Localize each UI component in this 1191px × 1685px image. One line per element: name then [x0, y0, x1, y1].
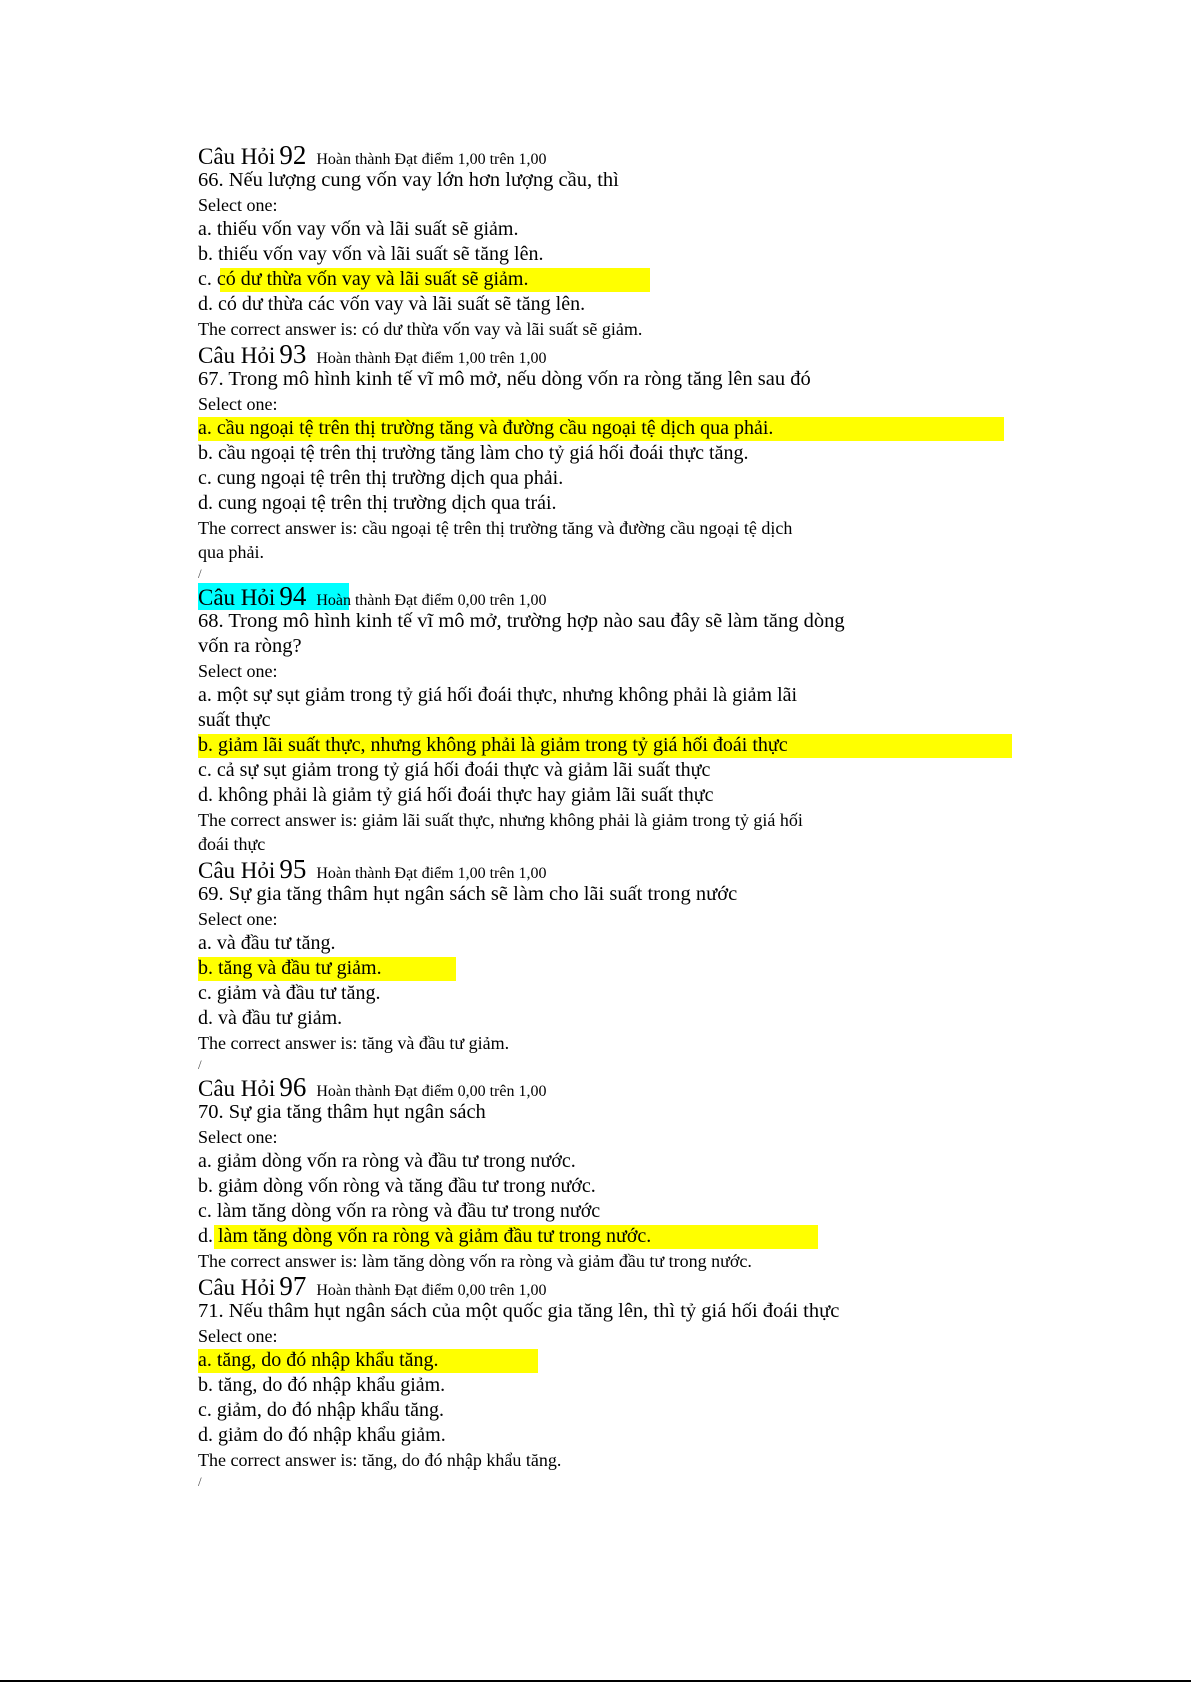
question-label: Câu Hỏi: [198, 144, 276, 169]
select-one-label: Select one:: [198, 394, 278, 414]
question-label: Câu Hỏi: [198, 343, 276, 368]
question-block: [198, 142, 1098, 341]
option-d: d. và đầu tư giảm.: [198, 1007, 343, 1029]
question-number: 93: [279, 339, 307, 369]
option-b: b. giảm lãi suất thực, nhưng không phải là giảm trong tỷ giá hối đoái thực: [198, 733, 1098, 758]
option-d: d. giảm do đó nhập khẩu giảm.: [198, 1424, 446, 1446]
page-bottom-rule: [0, 1680, 1191, 1682]
question-header: [198, 1074, 1098, 1100]
correct-answer: The correct answer is: giảm lãi suất thực, nhưng không phải là giảm trong tỷ giá hối: [198, 810, 803, 830]
question-number: 96: [279, 1072, 307, 1102]
separator-slash: /: [198, 1474, 202, 1489]
question-header: [198, 1273, 1098, 1299]
correct-answer: The correct answer is: có dư thừa vốn vay và lãi suất sẽ giảm.: [198, 319, 643, 339]
question-block: [198, 341, 1098, 583]
question-block: [198, 856, 1098, 1074]
correct-answer-continued: đoái thực: [198, 834, 266, 854]
question-number: 97: [279, 1271, 307, 1301]
select-one-label: Select one:: [198, 661, 278, 681]
question-status: Hoàn thành Đạt điểm 0,00 trên 1,00: [316, 1083, 547, 1100]
option-d: d. cung ngoại tệ trên thị trường dịch qua trái.: [198, 492, 557, 514]
question-number: 95: [279, 854, 307, 884]
question-text: 69. Sự gia tăng thâm hụt ngân sách sẽ làm cho lãi suất trong nước: [198, 883, 738, 905]
option-c: c. cả sự sụt giảm trong tỷ giá hối đoái thực và giảm lãi suất thực: [198, 759, 711, 781]
question-label: Câu Hỏi: [198, 1076, 276, 1101]
separator-slash: /: [198, 566, 202, 581]
question-text: 68. Trong mô hình kinh tế vĩ mô mở, trường hợp nào sau đây sẽ làm tăng dòng: [198, 610, 845, 632]
select-one-label: Select one:: [198, 195, 278, 215]
option-b: b. giảm dòng vốn ròng và tăng đầu tư trong nước.: [198, 1175, 596, 1197]
question-block: [198, 1074, 1098, 1273]
option-d: d. làm tăng dòng vốn ra ròng và giảm đầu tư trong nước.: [198, 1224, 1098, 1249]
question-text-continued: vốn ra ròng?: [198, 635, 302, 657]
select-one-label: Select one:: [198, 909, 278, 929]
question-text: 71. Nếu thâm hụt ngân sách của một quốc gia tăng lên, thì tỷ giá hối đoái thực: [198, 1300, 840, 1322]
option-b: b. cầu ngoại tệ trên thị trường tăng làm cho tỷ giá hối đoái thực tăng.: [198, 442, 749, 464]
option-a-continued: suất thực: [198, 709, 271, 731]
question-status: Hoàn thành Đạt điểm 1,00 trên 1,00: [316, 865, 547, 882]
option-b: b. tăng và đầu tư giảm.: [198, 956, 1098, 981]
question-number: 92: [279, 140, 307, 170]
option-d: d. không phải là giảm tỷ giá hối đoái thực hay giảm lãi suất thực: [198, 784, 714, 806]
question-status: Hoàn thành Đạt điểm 0,00 trên 1,00: [316, 592, 547, 609]
option-a: a. một sự sụt giảm trong tỷ giá hối đoái thực, nhưng không phải là giảm lãi: [198, 684, 798, 706]
correct-answer: The correct answer is: tăng và đầu tư giảm.: [198, 1033, 510, 1053]
option-a: a. cầu ngoại tệ trên thị trường tăng và đường cầu ngoại tệ dịch qua phải.: [198, 416, 1098, 441]
option-a: a. và đầu tư tăng.: [198, 932, 336, 954]
question-header: [198, 341, 1098, 367]
option-c: c. cung ngoại tệ trên thị trường dịch qua phải.: [198, 467, 564, 489]
select-one-label: Select one:: [198, 1326, 278, 1346]
question-label: Câu Hỏi: [198, 585, 276, 610]
question-text: 70. Sự gia tăng thâm hụt ngân sách: [198, 1101, 486, 1123]
question-header: [198, 856, 1098, 882]
option-c: c. có dư thừa vốn vay và lãi suất sẽ giảm.: [198, 267, 1098, 292]
option-a: a. giảm dòng vốn ra ròng và đầu tư trong nước.: [198, 1150, 576, 1172]
option-c: c. làm tăng dòng vốn ra ròng và đầu tư trong nước: [198, 1200, 601, 1222]
question-number: 94: [279, 581, 307, 611]
separator-slash: /: [198, 1057, 202, 1072]
question-status: Hoàn thành Đạt điểm 0,00 trên 1,00: [316, 1282, 547, 1299]
question-label: Câu Hỏi: [198, 858, 276, 883]
question-block: [198, 1273, 1098, 1491]
question-text: 66. Nếu lượng cung vốn vay lớn hơn lượng cầu, thì: [198, 169, 619, 191]
correct-answer: The correct answer is: làm tăng dòng vốn ra ròng và giảm đầu tư trong nước.: [198, 1251, 752, 1271]
document-page: [198, 142, 1098, 1491]
question-status: Hoàn thành Đạt điểm 1,00 trên 1,00: [316, 151, 547, 168]
correct-answer: The correct answer is: cầu ngoại tệ trên thị trường tăng và đường cầu ngoại tệ dịch: [198, 518, 793, 538]
option-a: a. tăng, do đó nhập khẩu tăng.: [198, 1348, 1098, 1373]
question-block: [198, 583, 1098, 856]
correct-answer-continued: qua phải.: [198, 542, 264, 562]
select-one-label: Select one:: [198, 1127, 278, 1147]
option-a: a. thiếu vốn vay vốn và lãi suất sẽ giảm.: [198, 218, 519, 240]
option-b: b. thiếu vốn vay vốn và lãi suất sẽ tăng lên.: [198, 243, 544, 265]
correct-answer: The correct answer is: tăng, do đó nhập khẩu tăng.: [198, 1450, 562, 1470]
question-header: [198, 142, 1098, 168]
option-d: d. có dư thừa các vốn vay và lãi suất sẽ tăng lên.: [198, 293, 586, 315]
option-c: c. giảm, do đó nhập khẩu tăng.: [198, 1399, 445, 1421]
question-status: Hoàn thành Đạt điểm 1,00 trên 1,00: [316, 350, 547, 367]
option-c: c. giảm và đầu tư tăng.: [198, 982, 381, 1004]
question-text: 67. Trong mô hình kinh tế vĩ mô mở, nếu dòng vốn ra ròng tăng lên sau đó: [198, 368, 811, 390]
question-header: [198, 583, 1098, 609]
question-label: Câu Hỏi: [198, 1275, 276, 1300]
option-b: b. tăng, do đó nhập khẩu giảm.: [198, 1374, 446, 1396]
